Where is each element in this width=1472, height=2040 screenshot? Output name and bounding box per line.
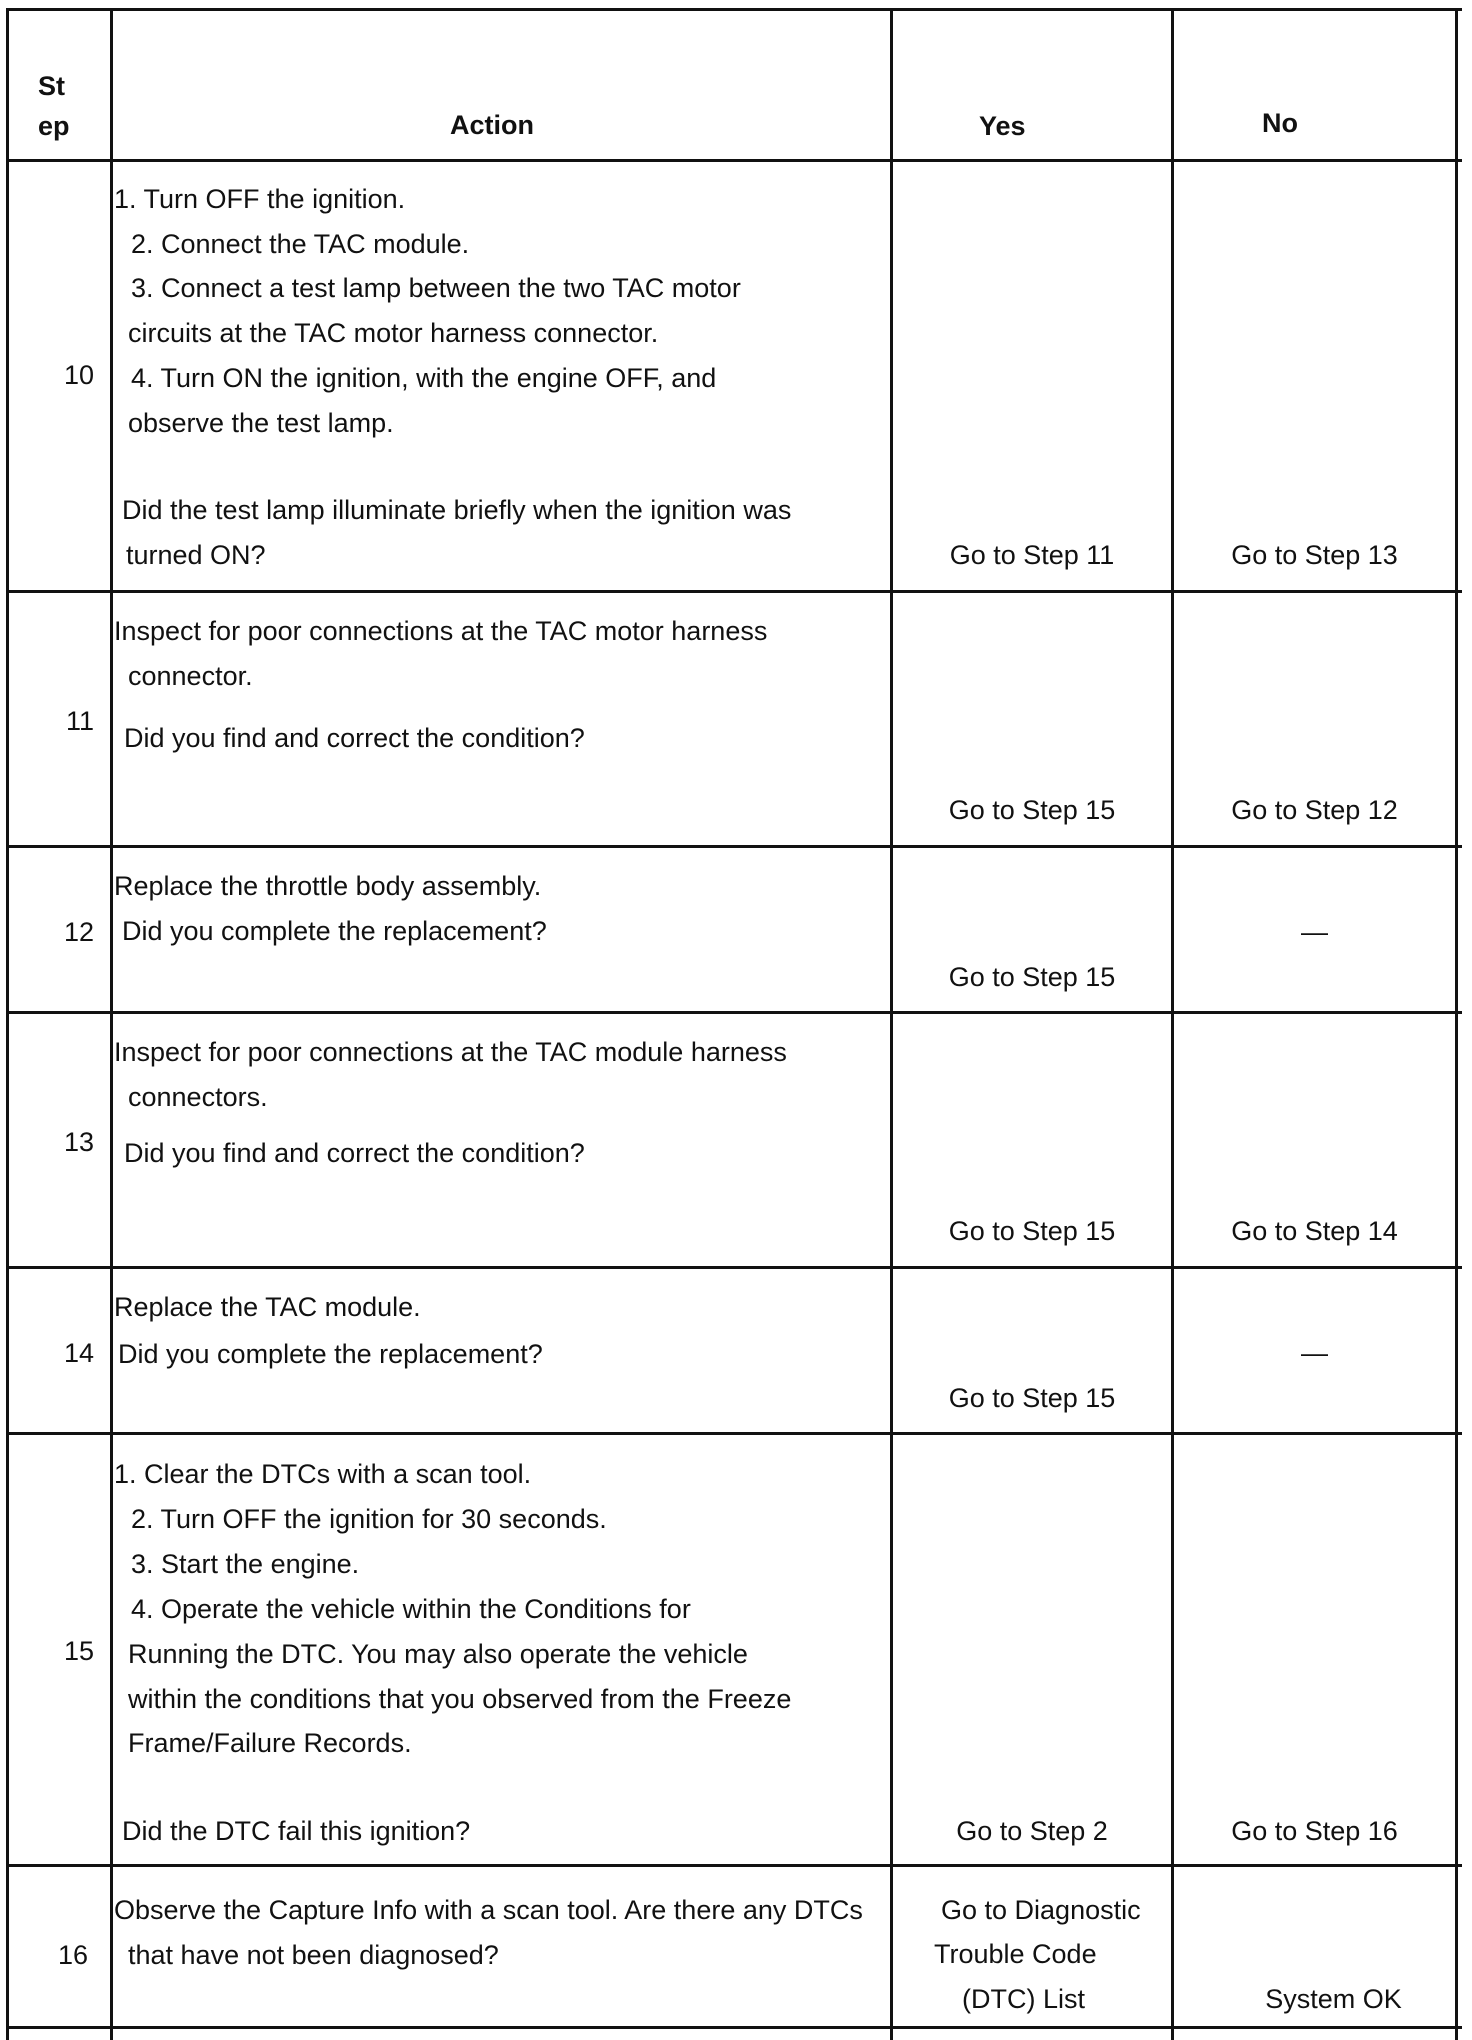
action-line: 1. Turn OFF the ignition.	[114, 184, 406, 214]
action-line: Inspect for poor connections at the TAC motor harness	[114, 616, 768, 646]
action-line: 1. Clear the DTCs with a scan tool.	[114, 1459, 532, 1489]
no-result: Go to Step 12	[1231, 795, 1398, 825]
no-result: —	[1301, 1338, 1328, 1368]
yes-result: Go to Step 2	[956, 1816, 1108, 1846]
row-divider	[6, 1864, 1462, 1867]
action-question: Did the DTC fail this ignition?	[122, 1816, 471, 1846]
action-line: observe the test lamp.	[128, 408, 394, 438]
header-yes: Yes	[979, 111, 1026, 141]
yes-result: Go to Step 15	[948, 1216, 1116, 1246]
header-step-line1: St	[38, 71, 65, 101]
column-divider	[110, 10, 113, 2040]
yes-result: Go to Step 15	[948, 1383, 1116, 1413]
action-line: Running the DTC. You may also operate the vehicle	[128, 1639, 748, 1669]
table-border-bottom	[6, 2026, 1462, 2029]
yes-result-line: Go to Diagnostic	[941, 1895, 1141, 1925]
yes-result-line: Trouble Code	[934, 1939, 1097, 1969]
action-line: connector.	[128, 661, 253, 691]
header-step-line2: ep	[38, 111, 70, 141]
action-line: 3. Start the engine.	[131, 1549, 360, 1579]
yes-result: Go to Step 11	[949, 540, 1115, 570]
header-action: Action	[450, 110, 534, 140]
no-result: —	[1301, 917, 1328, 947]
step-number: 16	[57, 1940, 88, 1970]
step-number: 10	[63, 360, 94, 390]
row-divider	[6, 1011, 1462, 1014]
table-border-right	[1455, 10, 1458, 2040]
step-number: 12	[63, 917, 94, 947]
action-question: Did the test lamp illuminate briefly when the ignition was	[122, 495, 792, 525]
column-divider	[890, 10, 893, 2040]
action-line: connectors.	[128, 1082, 268, 1112]
action-line: 2. Turn OFF the ignition for 30 seconds.	[131, 1504, 607, 1534]
step-number: 13	[63, 1127, 94, 1157]
column-divider	[1171, 10, 1174, 2040]
no-result: Go to Step 13	[1231, 540, 1398, 570]
table-border-left	[6, 10, 9, 2040]
step-number: 11	[65, 706, 94, 736]
no-result: System OK	[1265, 1984, 1402, 2014]
action-question: Did you find and correct the condition?	[124, 1138, 585, 1168]
header-no: No	[1262, 108, 1298, 138]
action-question: Did you find and correct the condition?	[124, 723, 585, 753]
no-result: Go to Step 16	[1231, 1816, 1398, 1846]
step-number: 14	[63, 1338, 94, 1368]
action-line: 4. Turn ON the ignition, with the engine OFF, and	[131, 363, 717, 393]
header-divider	[6, 159, 1462, 162]
action-line: 3. Connect a test lamp between the two TAC motor	[131, 273, 741, 303]
action-line: 4. Operate the vehicle within the Conditions for	[131, 1594, 691, 1624]
action-line: Frame/Failure Records.	[128, 1728, 412, 1758]
yes-result-line: (DTC) List	[962, 1984, 1085, 2014]
action-question: turned ON?	[126, 540, 266, 570]
yes-result: Go to Step 15	[948, 962, 1116, 992]
action-line: within the conditions that you observed from the Freeze	[128, 1684, 792, 1714]
no-result: Go to Step 14	[1231, 1216, 1398, 1246]
step-number: 15	[63, 1636, 94, 1666]
action-line: Inspect for poor connections at the TAC module harness	[114, 1037, 787, 1067]
action-line: Replace the throttle body assembly.	[114, 871, 542, 901]
row-divider	[6, 590, 1462, 593]
action-question: Did you complete the replacement?	[118, 1339, 543, 1369]
table-border-top	[6, 8, 1462, 11]
row-divider	[6, 845, 1462, 848]
row-divider	[6, 1266, 1462, 1269]
row-divider	[6, 1432, 1462, 1435]
yes-result: Go to Step 15	[948, 795, 1116, 825]
action-line: Observe the Capture Info with a scan tool. Are there any DTCs	[114, 1895, 863, 1925]
action-question: Did you complete the replacement?	[122, 916, 547, 946]
action-line: Replace the TAC module.	[114, 1292, 421, 1322]
action-line: 2. Connect the TAC module.	[131, 229, 470, 259]
action-line: that have not been diagnosed?	[128, 1940, 499, 1970]
action-line: circuits at the TAC motor harness connector.	[128, 318, 659, 348]
